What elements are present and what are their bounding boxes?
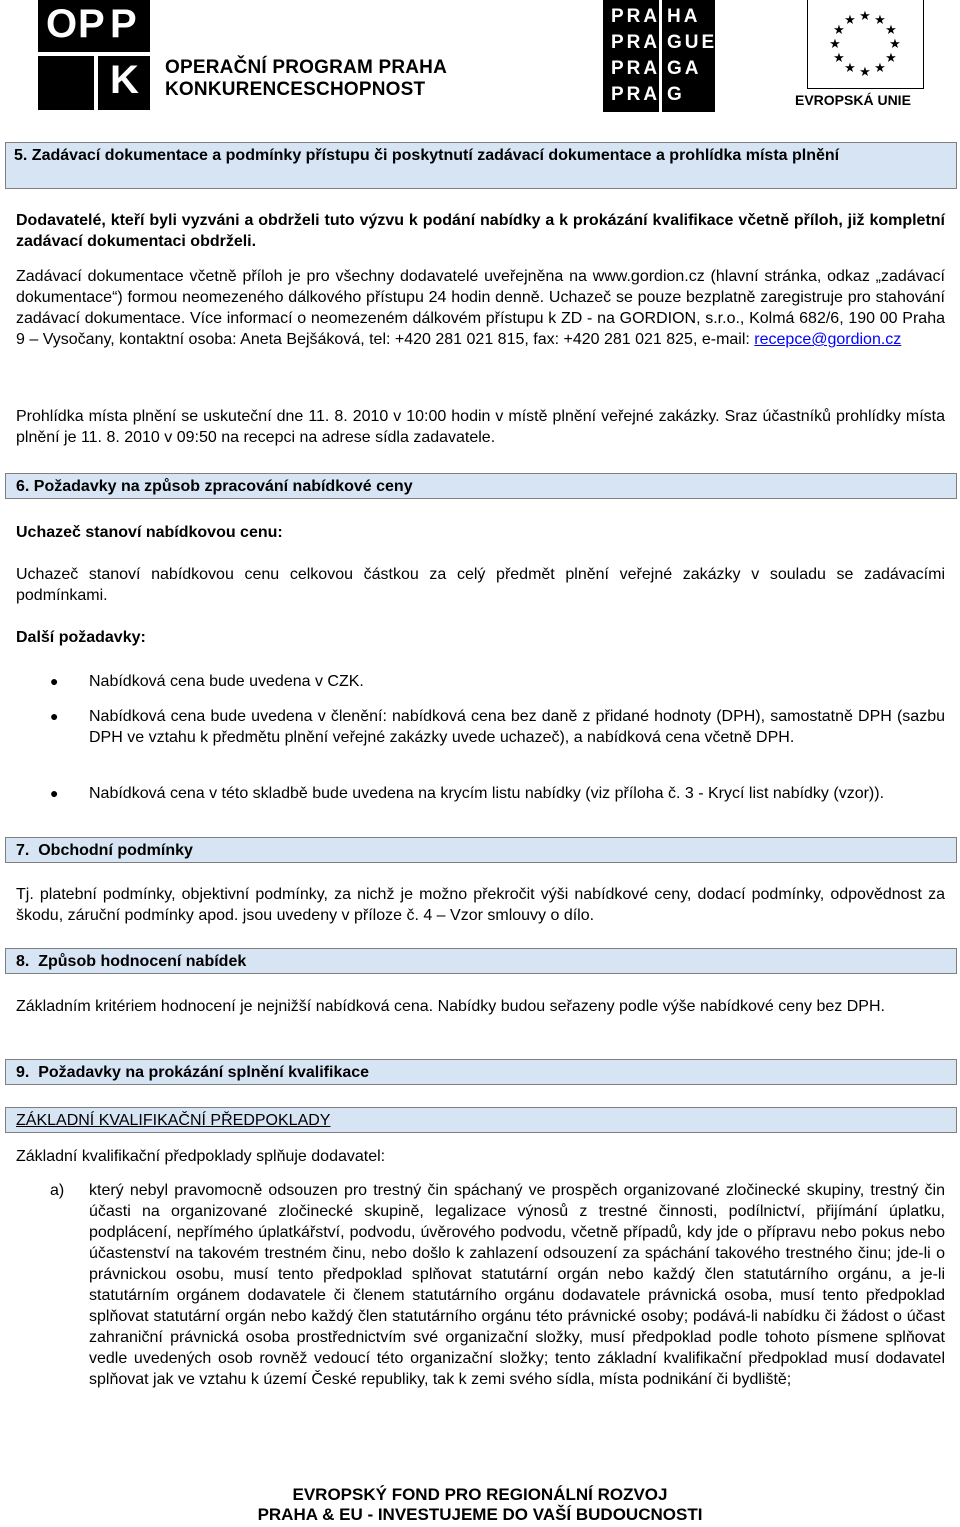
svg-text:★: ★ [874, 61, 886, 76]
eu-stars-icon [808, 0, 923, 88]
opp-title-line1: OPERAČNÍ PROGRAM PRAHA [165, 57, 448, 78]
svg-text:★: ★ [833, 51, 845, 66]
svg-text:★: ★ [829, 37, 841, 52]
section-5-heading-text: 5. Zadávací dokumentace a podmínky přístupu či poskytnutí zadávací dokumentace a prohlídka místa plnění [14, 147, 840, 164]
section-5-access-text: Zadávací dokumentace včetně příloh je pro všechny dodavatelé uveřejněna na www.gordion.cz (hlavní stránka, odkaz „zadávací dokumentace“) formou neomezeného dálkového přístupu 24 hodin denně. Uchazeč se pouze bezplatně zaregistruje pro stahování zadávací dokumentace. Více informací o neomezeném dálkovém přístupu k ZD - na GORDION, s.r.o., Kolmá 682/6, 190 00 Praha 9 – Vysočany, kontaktní osoba: Aneta Bejšáková, tel: +420 281 021 815, fax: +420 281 021 825, e-mail: [16, 268, 945, 348]
praha-logo [603, 0, 718, 112]
opp-letter: P [110, 2, 137, 46]
section-9-heading [5, 1059, 957, 1085]
opp-letter: P [78, 2, 105, 46]
footer-line-1: EVROPSKÝ FOND PRO REGIONÁLNÍ ROZVOJ [292, 1485, 668, 1504]
section-8-heading [5, 948, 957, 974]
section-5-intro: Dodavatelé, kteří byli vyzváni a obdrželi tuto výzvu k podání nabídky a k prokázání kvalifikace včetně příloh, již kompletní zadávací dokumentaci obdrželi. [16, 212, 945, 250]
section-9-heading-text: 9. Požadavky na prokázání splnění kvalifikace [16, 1064, 370, 1081]
section-9-intro: Základní kvalifikační předpoklady splňuje dodavatel: [16, 1148, 386, 1165]
section-7-heading-text: 7. Obchodní podmínky [16, 842, 193, 859]
bullet-icon: ● [50, 785, 59, 801]
svg-text:★: ★ [874, 13, 886, 28]
opp-program-title [165, 57, 447, 101]
praha-text: PRA [611, 32, 661, 53]
section-6-heading-text [6, 474, 956, 499]
praha-text: PRA [611, 6, 661, 27]
section-6-subheading-price: Uchazeč stanoví nabídkovou cenu: [16, 524, 283, 541]
praha-text: GUE [667, 32, 718, 53]
section-6-subheading-other: Další požadavky: [16, 629, 146, 646]
svg-text:★: ★ [859, 65, 871, 80]
qualification-item-a: který nebyl pravomocně odsouzen pro trestný čin spáchaný ve prospěch organizované zločinecké skupiny, trestný čin účasti na organizované zločinecké skupině, legalizace výnosů z trestné činnosti, podílnictví, přijímání úplatku, podplácení, nepřímého úplatkářství, podvodu, úvěrového podvodu, včetně případů, kdy jde o přípravu nebo pokus nebo účastenství na takovém trestném činu, nebo došlo k zahlazení odsouzení za spáchání takového trestného činu; jde-li o právnickou osobu, musí tento předpoklad splňovat statutární orgán nebo každý člen statutárního orgánu, a je-li statutárním orgánem dodavatele či členem statutárního orgánu dodavatele právnická osoba, musí tento předpoklad splňovat statutární orgán nebo každý člen statutárního orgánu této právnické osoby; podává-li nabídku či žádost o účast zahraniční právnická osoba prostřednictvím své organizační složky, musí předpoklad podle tohoto písmene splňovat vedle uvedených osob rovněž vedoucí této organizační složky; tento základní kvalifikační předpoklad musí dodavatel splňovat jak ve vztahu k území České republiky, tak k zemi svého sídla, místa podnikání či bydliště; [89, 1182, 945, 1388]
requirement-item: Nabídková cena bude uvedena v členění: nabídková cena bez daně z přidané hodnoty (DPH), samostatně DPH (sazbu DPH ve vztahu k předmětu plnění veřejné zakázky uvede uchazeč), a nabídková cena včetně DPH. [89, 708, 945, 746]
section-7-heading [5, 837, 957, 863]
praha-text: GA [667, 58, 702, 79]
opp-divider [94, 52, 98, 110]
section-6-price-paragraph: Uchazeč stanoví nabídkovou cenu celkovou částkou za celý předmět plnění veřejné zakázky v souladu se zadávacími podmínkami. [16, 566, 945, 604]
bullet-icon: ● [50, 708, 59, 724]
opp-logo [38, 0, 150, 110]
svg-text:★: ★ [885, 51, 897, 66]
svg-text:★: ★ [844, 13, 856, 28]
svg-text:★: ★ [833, 23, 845, 38]
svg-text:★: ★ [889, 37, 901, 52]
section-5-inspection-paragraph: Prohlídka místa plnění se uskuteční dne 11. 8. 2010 v 10:00 hodin v místě plnění veřejné zakázky. Sraz účastníků prohlídky místa plnění je 11. 8. 2010 v 09:50 na recepci na adrese sídla zadavatele. [16, 408, 945, 446]
eu-label: EVROPSKÁ UNIE [795, 92, 911, 108]
opp-letter: O [46, 2, 78, 46]
praha-text: PRA [611, 84, 661, 105]
section-8-paragraph: Základním kritériem hodnocení je nejnižší nabídková cena. Nabídky budou seřazeny podle výše nabídkové ceny bez DPH. [16, 998, 885, 1015]
praha-text: HA [667, 6, 701, 27]
opp-title-line2: KONKURENCESCHOPNOST [165, 79, 426, 100]
svg-text:★: ★ [859, 9, 871, 24]
list-label: a) [50, 1182, 65, 1199]
section-5-access-paragraph [16, 266, 945, 350]
praha-text: PRA [611, 58, 661, 79]
requirement-item: Nabídková cena v této skladbě bude uvedena na krycím listu nabídky (viz příloha č. 3 - Krycí list nabídky (vzor)). [89, 785, 885, 802]
svg-text:★: ★ [885, 23, 897, 38]
section-6-heading [5, 473, 957, 499]
section-7-paragraph: Tj. platební podmínky, objektivní podmínky, za nichž je možno překročit výši nabídkové ceny, dodací podmínky, odpovědnost za škodu, záruční podmínky apod. jsou uvedeny v příloze č. 4 – Vzor smlouvy o dílo. [16, 886, 945, 924]
bullet-icon: ● [50, 673, 59, 689]
section-8-heading-text: 8. Způsob hodnocení nabídek [16, 953, 247, 970]
section-6-number: 6. [16, 478, 30, 495]
section-9-subheading: ZÁKLADNÍ KVALIFIKAČNÍ PŘEDPOKLADY [16, 1112, 331, 1129]
requirement-item: Nabídková cena bude uvedena v CZK. [89, 673, 364, 690]
footer-line-2: PRAHA & EU - INVESTUJEME DO VAŠÍ BUDOUCNOSTI [257, 1505, 703, 1524]
praha-text: G [667, 84, 685, 105]
email-link[interactable]: recepce@gordion.cz [754, 331, 902, 348]
section-9-subheading-box [5, 1107, 957, 1133]
opp-letter: K [110, 58, 139, 102]
eu-flag-icon [807, 0, 924, 89]
section-5-heading [5, 142, 957, 189]
section-6-heading-label: Požadavky na způsob zpracování nabídkové ceny [33, 478, 413, 495]
svg-text:★: ★ [844, 61, 856, 76]
